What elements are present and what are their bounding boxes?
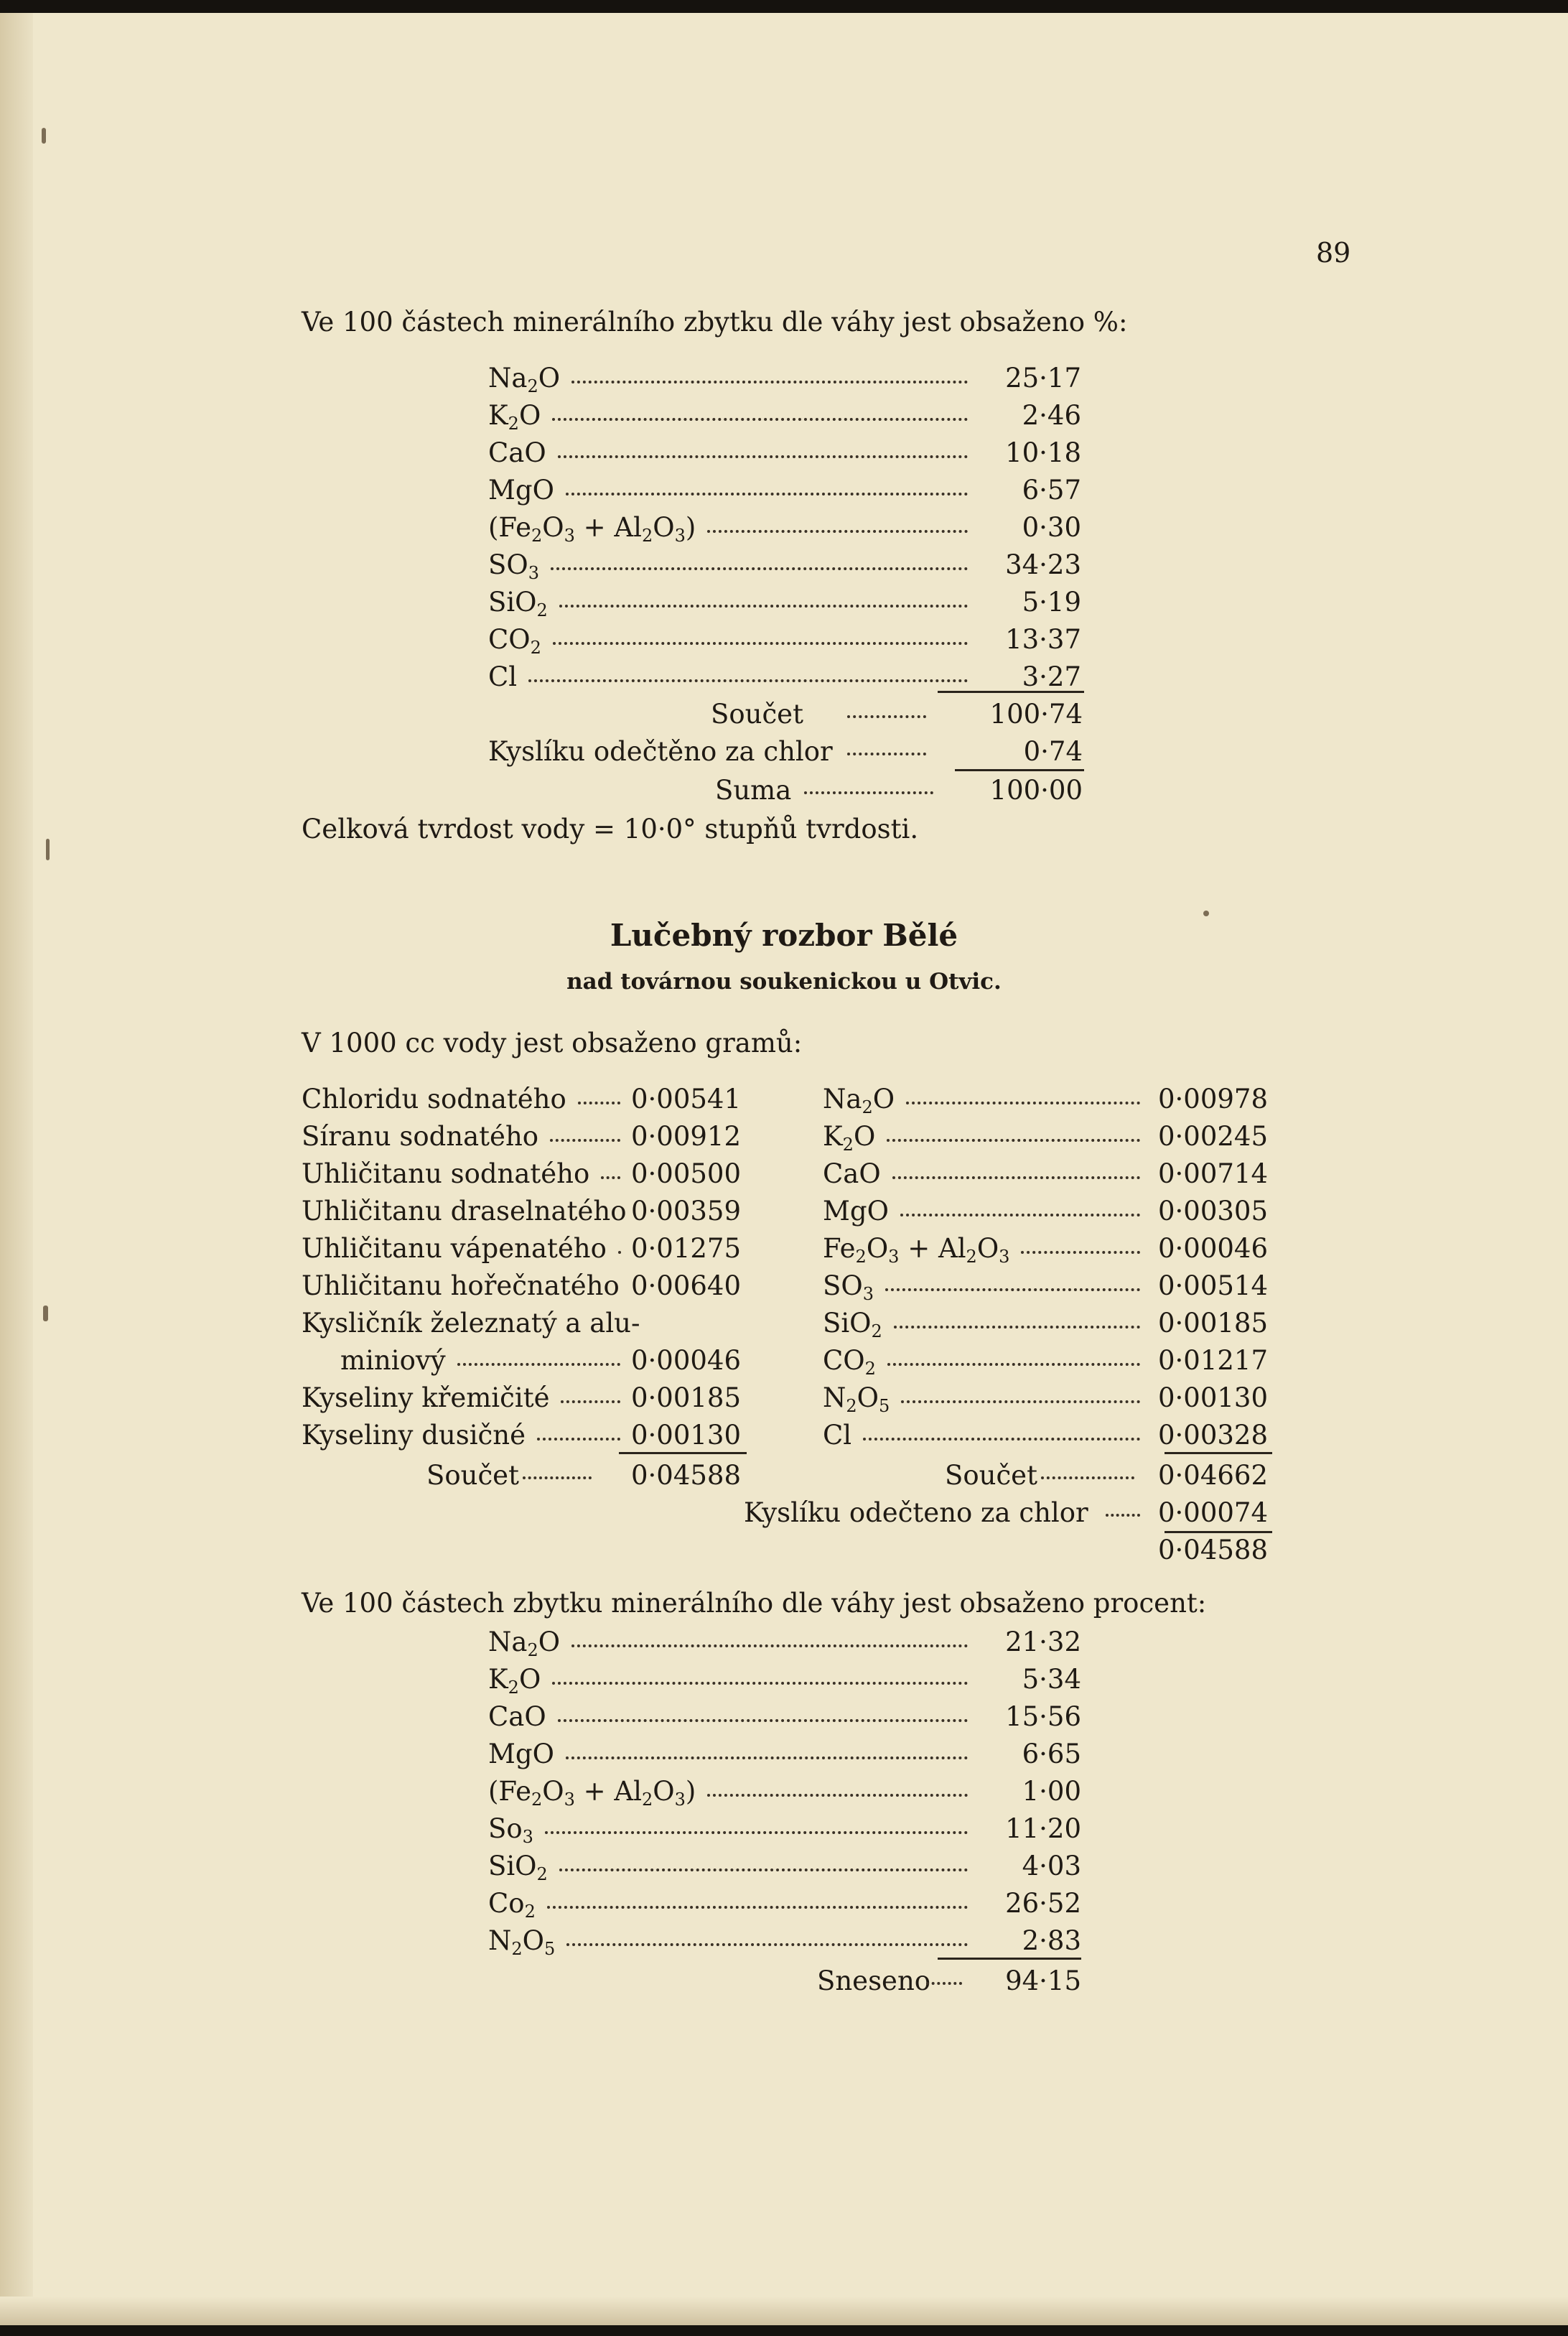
s2-right-kysliku-value: 0·00074 [1157,1497,1268,1528]
s3-row-value: 4·03 [1022,1851,1081,1881]
s2-right-row-label: SiO$_2$ [823,1308,882,1341]
s2-left-row-value: 0·00046 [630,1345,741,1376]
s2-right-kysliku-label: Kyslíku odečteno za chlor [744,1497,1088,1528]
s2-right-row-value: 0·00714 [1157,1158,1268,1189]
section2-intro: V 1000 cc vody jest obsaženo gramů: [302,1028,803,1058]
dot-leader [707,530,968,533]
s1-kysliku-label: Kyslíku odečtěno za chlor [488,736,833,767]
section1-intro: Ve 100 částech minerálního zbytku dle váhy jest obsaženo %: [302,307,1128,338]
s1-row-label: $Na_2O$ [488,363,561,396]
s2-right-total: 0·04588 [1157,1535,1268,1565]
s2-left-soucet-value: 0·04588 [630,1460,741,1491]
sum-rule [938,1958,1081,1960]
sum-rule [1165,1531,1272,1533]
s2-left-row-label: Kyseliny dusičné [302,1420,526,1451]
dot-leader [537,1438,620,1441]
s2-left-row-label: Chloridu sodnatého [302,1084,566,1115]
s3-row-value: 6·65 [1022,1739,1081,1769]
s2-right-soucet-label: Součet [945,1460,1037,1491]
s3-row-value: 21·32 [1005,1627,1081,1657]
s3-row-value: 5·34 [1022,1664,1081,1695]
s1-suma-label: Suma [715,775,792,806]
dot-leader [559,1869,968,1871]
dot-leader [558,1719,968,1722]
page-number: 89 [1316,237,1351,269]
s2-right-row-label: $Na_2O$ [823,1084,895,1117]
s2-right-row-value: 0·00130 [1157,1382,1268,1413]
s1-soucet-label: Součet [711,699,803,730]
s1-row-value: 13·37 [1005,624,1081,655]
s1-kysliku-value: 0·74 [1023,736,1083,767]
dot-leader [887,1139,1140,1142]
s3-row-value: 15·56 [1005,1701,1081,1732]
scanned-page [0,13,1568,2325]
sum-rule [619,1452,747,1454]
dot-leader [547,1906,968,1909]
s2-right-row-label: $N_2O_5$ [823,1382,890,1416]
s3-row-value: 1·00 [1022,1776,1081,1807]
dot-leader [566,1756,968,1759]
s2-right-row-value: 0·00185 [1157,1308,1268,1339]
s2-left-row-label: Síranu sodnatého [302,1121,539,1152]
dot-leader [553,642,968,645]
hardness-line: Celková tvrdost vody = 10·0° stupňů tvrdosti. [302,814,919,844]
s1-row-value: 2·46 [1022,400,1081,431]
s3-row-label: SiO$_2$ [488,1851,548,1884]
s3-row-label: $Na_2O$ [488,1627,561,1660]
s2-right-row-value: 0·00978 [1157,1084,1268,1115]
s2-right-row-value: 0·00046 [1157,1233,1268,1264]
margin-speck [46,839,50,860]
dot-leader [552,418,968,421]
s2-left-row-value: 0·00130 [630,1420,741,1451]
s3-row-label: CaO [488,1701,546,1732]
s1-soucet-value: 100·74 [989,699,1083,730]
s2-left-row-value: 0·00359 [630,1196,741,1227]
dot-leader [887,1363,1140,1366]
sum-rule [1165,1452,1272,1454]
s2-left-soucet-label: Součet [426,1460,519,1491]
s1-row-label: SiO$_2$ [488,587,548,620]
s2-left-row-value: 0·01275 [630,1233,741,1264]
dot-leader [528,679,968,682]
s2-right-row-label: MgO [823,1196,889,1227]
dot-leader [550,1139,620,1142]
dot-leader [885,1288,1140,1291]
s2-right-row-value: 0·01217 [1157,1345,1268,1376]
s2-left-row-value: 0·00541 [630,1084,741,1115]
dot-leader [552,1682,968,1685]
s2-right-soucet-value: 0·04662 [1157,1460,1268,1491]
margin-speck [43,1306,48,1321]
dot-leader [558,455,968,458]
s2-left-row-label: Uhličitanu vápenatého [302,1233,607,1264]
dot-leader [892,1176,1140,1179]
dot-leader [559,605,968,608]
ink-dot [1203,911,1209,916]
s1-row-value: 3·27 [1022,661,1081,692]
s1-row-label: CaO [488,437,546,468]
dot-leader [571,381,968,383]
dot-leader [618,1251,620,1254]
s2-left-row-value: 0·00500 [630,1158,741,1189]
dot-leader [863,1438,1140,1441]
s3-row-label: $So_3$ [488,1813,533,1847]
s2-right-row-value: 0·00328 [1157,1420,1268,1451]
s1-row-value: 6·57 [1022,475,1081,506]
sum-rule [938,691,1084,693]
dot-leader [566,493,968,495]
dot-leader [707,1794,968,1797]
s3-row-label: $K_2O$ [488,1664,541,1698]
s1-row-value: 34·23 [1005,549,1081,580]
section2-title: Lučebný rozbor Bělé [610,918,958,953]
dot-leader [571,1644,968,1647]
s2-right-row-label: $SO_3$ [823,1270,874,1304]
s2-right-row-label: $K_2O$ [823,1121,876,1155]
s2-left-row-label: Kyseliny křemičité [302,1382,550,1413]
s2-left-row-value: 0·00640 [630,1270,741,1301]
s2-right-row-label: CaO [823,1158,881,1189]
dot-leader [601,1176,620,1179]
s3-row-label: $N_2O_5$ [488,1925,556,1959]
sneseno-label: Sneseno [817,1965,931,1996]
dot-leader [561,1400,620,1403]
dot-leader [566,1943,968,1946]
s3-row-value: 26·52 [1005,1888,1081,1919]
s2-left-row-label: Uhličitanu draselnatého [302,1196,627,1227]
s1-row-label: $(Fe_2O_3 + Al_2O_3)$ [488,512,696,546]
section3-intro: Ve 100 částech zbytku minerálního dle váhy jest obsaženo procent: [302,1588,1207,1619]
page-bottom-edge [0,2297,1568,2325]
section2-subtitle: nad továrnou soukenickou u Otvic. [566,969,1002,995]
s1-suma-value: 100·00 [989,775,1083,806]
s3-row-value: 11·20 [1005,1813,1081,1844]
dot-leader [545,1831,968,1834]
s2-left-row-label: miniový [340,1345,446,1376]
s2-right-row-label: $Fe_2O_3 + Al_2O_3$ [823,1233,1010,1267]
s1-row-value: 10·18 [1005,437,1081,468]
s1-row-label: $K_2O$ [488,400,541,434]
s2-right-row-label: Cl [823,1420,852,1451]
dot-leader [906,1102,1140,1104]
s2-left-row-value: 0·00185 [630,1382,741,1413]
dot-leader [901,1400,1140,1403]
sneseno-value: 94·15 [1005,1965,1081,1996]
s2-right-row-label: $CO_2$ [823,1345,876,1379]
page-binding-edge [0,13,33,2325]
s2-left-row-label: Uhličitanu sodnatého [302,1158,590,1189]
sum-rule [955,769,1084,771]
s2-left-row-value: 0·00912 [630,1121,741,1152]
s3-row-label: $Co_2$ [488,1888,536,1922]
s3-row-value: 2·83 [1022,1925,1081,1956]
s3-row-label: MgO [488,1739,554,1769]
dot-leader [900,1214,1140,1216]
s2-left-row-label: Kysličník železnatý a alu- [302,1308,640,1339]
s1-row-value: 25·17 [1005,363,1081,394]
margin-speck [42,128,46,144]
dot-leader [894,1326,1140,1328]
s1-row-label: MgO [488,475,554,506]
s2-left-row-label: Uhličitanu hořečnatého [302,1270,620,1301]
s1-row-value: 5·19 [1022,587,1081,618]
s1-row-value: 0·30 [1022,512,1081,543]
s3-row-label: $(Fe_2O_3 + Al_2O_3)$ [488,1776,696,1810]
s1-row-label: Cl [488,661,518,692]
dot-leader [578,1102,620,1104]
s1-row-label: $SO_3$ [488,549,539,583]
s2-right-row-value: 0·00514 [1157,1270,1268,1301]
dot-leader [457,1363,620,1366]
dot-leader [551,567,968,570]
dot-leader [1021,1251,1140,1254]
s1-row-label: $CO_2$ [488,624,541,658]
s2-right-row-value: 0·00245 [1157,1121,1268,1152]
s2-right-row-value: 0·00305 [1157,1196,1268,1227]
